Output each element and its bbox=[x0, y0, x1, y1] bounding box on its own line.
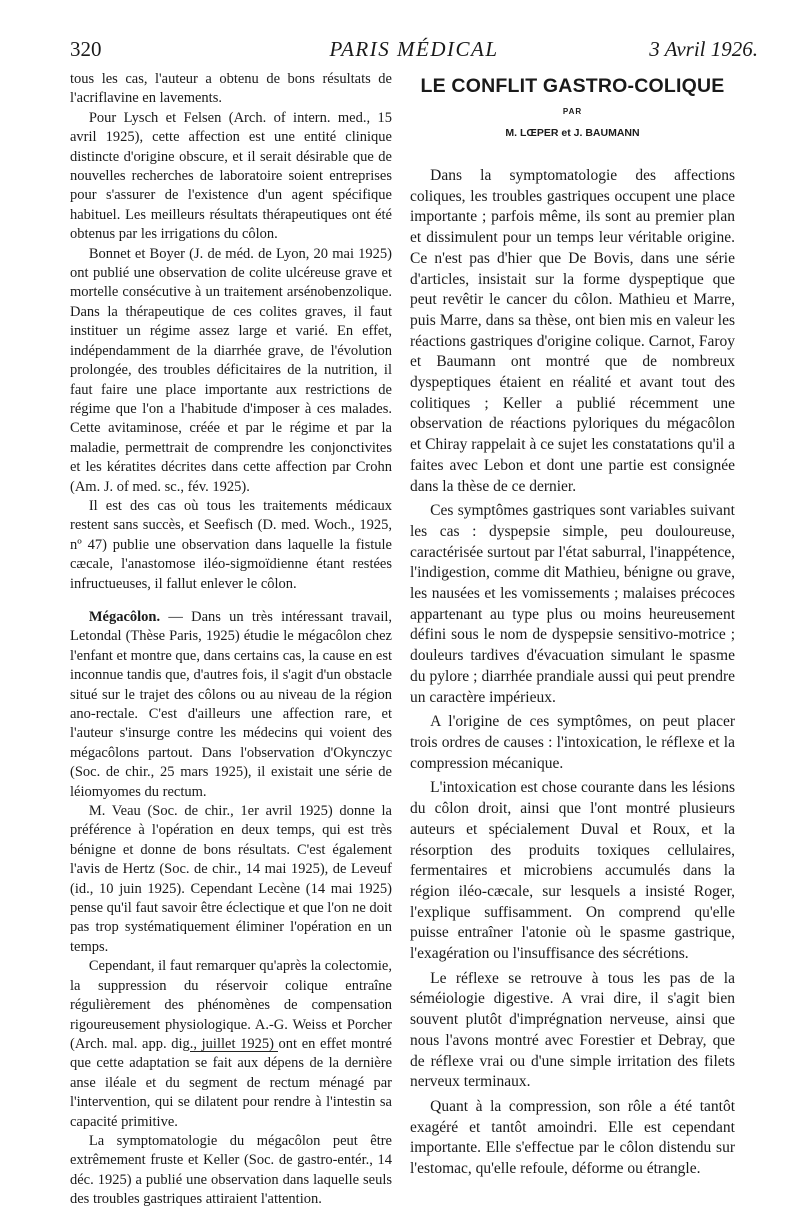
article-authors: M. LŒPER et J. BAUMANN bbox=[505, 127, 640, 139]
paragraph: A l'origine de ces symptômes, on peut placer trois ordres de causes : l'intoxication, le réflexe et la compression mécanique. bbox=[410, 713, 735, 772]
right-column bbox=[410, 70, 735, 1184]
left-column bbox=[70, 70, 392, 1210]
page-number: 320 bbox=[70, 37, 102, 61]
paragraph-megacolon bbox=[70, 608, 392, 802]
paragraph: Le réflexe se retrouve à tous les pas de la séméiologie digestive. A vrai dire, il s'agit bien souvent plutôt d'imprégnation nerveuse, ainsi que nous l'avons montré avec Forestier et Debray, que de réflexe vrai ou d'une simple irritation des filets nerveux terminaux. bbox=[410, 969, 735, 1091]
end-rule bbox=[190, 1051, 278, 1052]
paragraph: Pour Lysch et Felsen (Arch. of intern. med., 15 avril 1925), cette affection est une entité clinique distincte d'origine obscure, et il serait désirable que de nouvelles recherches de laboratoire soient entreprises pour s'assurer de l'existence d'un agent spécifique habituel. Les meilleurs résultats thérapeutiques ont été obtenus par les irrigations du côlon. bbox=[70, 109, 392, 243]
article-title: LE CONFLIT GASTRO-COLIQUE bbox=[420, 75, 725, 97]
section-lead: Mégacôlon. bbox=[88, 608, 161, 625]
issue-date: 3 Avril 1926. bbox=[649, 37, 758, 61]
paragraph: Il est des cas où tous les traitements médicaux restent sans succès, et Seefisch (D. med. Woch., 1925, nº 47) publie une observation dans laquelle la fistule cæcale, l'anastomose iléo-sigmoïdienne étant restées infructueuses, il fallut enlever le côlon. bbox=[70, 497, 392, 592]
paragraph: tous les cas, l'auteur a obtenu de bons résultats de l'acriflavine en lavements. bbox=[70, 71, 392, 107]
paragraph: La symptomatologie du mégacôlon peut être extrêmement fruste et Keller (Soc. de gastro-entér., 14 déc. 1925) a publié une observation dans laquelle seuls des troubles gastriques attiraient l'attention. bbox=[70, 1132, 392, 1208]
paragraph: Bonnet et Boyer (J. de méd. de Lyon, 20 mai 1925) ont publié une observation de colite ulcéreuse grave et mortelle consécutive à un traitement arsénobenzolique. Dans la thérapeutique de ces colites graves, il faut instituer un régime assez large et varié. En effet, indépendamment de la diarrhée grave, de l'évolution prolongée, des troubles déficitaires de la nutrition, il faut faire une place importante aux restrictions de régime que l'on a l'habitude d'imposer à ces malades. Cette avitaminose, créée et par le régime et par la maladie, permettrait de comprendre les conjonctivites et les kératites décrites dans cette affection par Crohn (Am. J. of med. sc., fév. 1925). bbox=[70, 245, 392, 495]
paragraph: M. Veau (Soc. de chir., 1er avril 1925) donne la préférence à l'opération en deux temps, qui est très bénigne et donne de bons résultats. C'est également l'avis de Hertz (Soc. de chir., 14 mai 1925), de Leveuf (id., 10 juin 1925). Cependant Lecène (14 mai 1925) pense qu'il faut savoir être éclectique et que l'on ne doit pas trop systématiquement éliminer l'opération en un temps. bbox=[70, 803, 392, 955]
paragraph: Dans la symptomatologie des affections coliques, les troubles gastriques occupent une place importante ; parfois même, ils sont au premier plan et dissimulent pour un temps leur véritable origine. Ce n'est pas d'hier que De Bovis, dans une série d'articles, insistait sur la forme dyspeptique que peut revêtir le cancer du côlon. Mathieu et Marre, puis Marre, dans sa thèse, ont bien mis en valeur les réactions gastriques d'origine colique. Carnot, Faroy et Baumann ont montré que de nombreux dyspeptiques étaient en réalité et avant tout des colitiques ; Keller a publié récemment une observation de réactions pyloriques du mégacôlon et Chiray rappelait à ce sujet les constatations qu'il a faites avec Lebon et dont une partie est consignée dans la thèse de ce dernier. bbox=[410, 167, 735, 495]
paragraph: Quant à la compression, son rôle a été tantôt exagéré et tantôt amoindri. Elle est cependant importante. Elle s'effectue par le côlon distendu sur l'estomac, qu'elle refoule, déforme ou étrangle. bbox=[410, 1097, 735, 1178]
paragraph-text: — Dans un très intéressant travail, Letondal (Thèse Paris, 1925) étudie le mégacôlon chez l'enfant et montre que, dans certains cas, la cause en est inconnue tandis que, d'autres fois, il s'agit d'un obstacle situé sur le trajet des côlons ou au niveau de la région ano-rectale. C'est d'ailleurs une affection rare, et l'auteur s'insurge contre les médecins qui voient des mégacôlons partout. Dans l'observation d'Okynczyc (Soc. de chir., 25 mars 1925), il existait une série de léiomyomes du rectum. bbox=[70, 608, 392, 800]
journal-title: PARIS MÉDICAL bbox=[329, 37, 499, 61]
byline-par: PAR bbox=[562, 107, 583, 116]
paragraph: L'intoxication est chose courante dans les lésions du côlon droit, ainsi que l'ont montré plusieurs auteurs et spécialement Duval et Roux, et la résorption des produits toxiques cellulaires, fermentaires et microbiens accumulés dans la région iléo-cæcale, sur lesquels a insisté Roger, l'explique suffisamment. On comprend qu'elle puisse entraîner l'atonie où le spasme gastrique, l'exagération ou l'insuffisance des sécrétions. bbox=[410, 779, 735, 963]
page-header bbox=[70, 34, 758, 64]
paragraph: Cependant, il faut remarquer qu'après la colectomie, la suppression du réservoir colique entraîne régulièrement des phénomènes de compensation rigoureusement physiologique. A.-G. Weiss et Porcher (Arch. mal. app. dig., juillet 1925) ont en effet montré que cette adaptation se fait aux dépens de la dernière anse iléale et du segment de rectum ménagé par l'intervention, qui se dilatent pour rendre à l'intestin sa capacité primitive. bbox=[70, 958, 392, 1130]
paragraph: Ces symptômes gastriques sont variables suivant les cas : dyspepsie simple, peu douloureuse, caractérisée surtout par l'état saburral, l'inappétence, l'indigestion, comme dit Mathieu, bénigne ou grave, les nausées et les vomissements ; malaises précoces appartenant au type plus ou moins heureusement défini sous le nom de dyspepsie sensitivo-motrice ; douleurs tardives d'évacuation simulant le spasme du pylore ; diarrhée prandiale aussi qui peut prendre un caractère impérieux. bbox=[410, 502, 735, 706]
